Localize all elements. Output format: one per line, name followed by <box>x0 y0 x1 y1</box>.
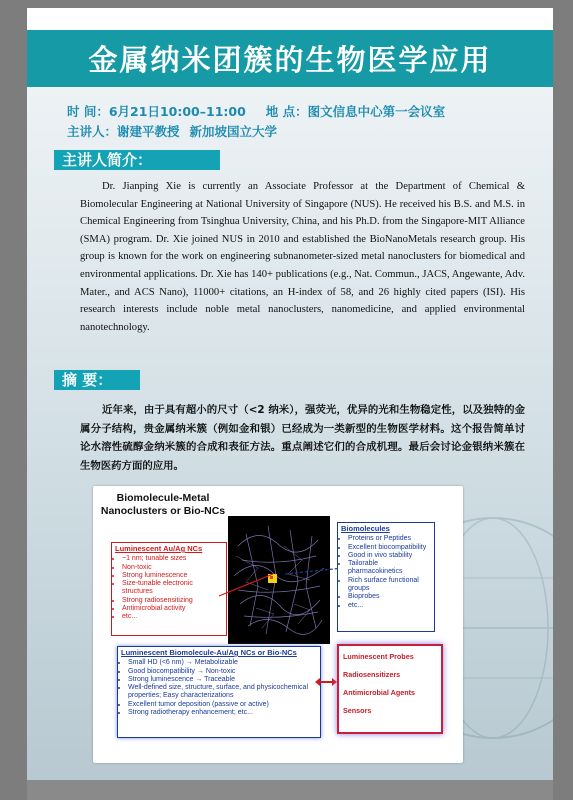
bio-nc-item: • Excellent tumor deposition (passive or active) <box>128 701 317 709</box>
place-value: 图文信息中心第一会议室 <box>307 104 446 119</box>
au-item: • Strong luminescence <box>122 572 223 580</box>
top-margin <box>27 8 553 30</box>
speaker-label: 主讲人： <box>67 124 118 139</box>
biomolecules-box <box>337 522 435 632</box>
application-item: Radiosensitizers <box>343 670 401 679</box>
speaker-heading: 主讲人简介： <box>54 150 220 170</box>
applications-box <box>337 644 443 734</box>
au-item: • ~1 nm; tunable sizes <box>122 555 223 563</box>
bio-nc-item: • Good biocompatibility → Non-toxic <box>128 668 317 676</box>
abstract-text: 近年来，由于具有超小的尺寸（<2 纳米），强荧光，优异的光和生物稳定性，以及独特的金属分子结构，贵金属纳米簇（例如金和银）已经成为一类新型的生物医学材料。这个报告简单讨论水溶性硫醇金纳米簇的合成和表征方法。重点阐述它们的合成机理。最后会讨论金银纳米簇在生物医药方面的应用。 <box>80 404 525 472</box>
speaker-name: 谢建平教授 <box>117 124 180 139</box>
page-bottom-edge <box>27 780 553 800</box>
bio-item: • Tailorable pharmacokinetics <box>348 560 431 577</box>
au-item: • etc... <box>122 613 223 621</box>
bio-nc-item: • Strong radiotherapy enhancement; etc... <box>128 709 317 717</box>
bio-nc-heading: Luminescent Biomolecule-Au/Ag NCs or Bio-NCs <box>121 648 297 657</box>
double-arrow-icon <box>315 676 337 688</box>
abstract-heading: 摘 要： <box>54 370 140 390</box>
bio-nc-item: • Small HD (<6 nm) → Metabolizable <box>128 659 317 667</box>
bio-item: • Bioprobes <box>348 593 431 601</box>
speaker-bio: Dr. Jianping Xie is currently an Associate Professor at the Department of Chemical & Biomolecular Engineering at National University of Singapore (NUS). He received his B.S. and M.S. in Chemical Engineering from Tsinghua University, China, and his Ph.D. from the Singapore-MIT Alliance (SMA) program. Dr. Xie joined NUS in 2010 and established the BioNanoMetals research group. His group is known for the work on engineering subnanometer-sized metal nanoclusters for biomedical and environmental applications. Dr. Xie has 140+ publications (e.g., Nat. Commun., JACS, Angewante, Adv. Mater., and ACS Nano), 11000+ citations, an H-index of 58, and 26 highly cited papers (ISI). His research interests include noble metal nanoclusters, nanomedicine, and applied environmental nanotechnology. <box>80 181 525 333</box>
bio-item: • Rich surface functional groups <box>348 577 431 594</box>
poster-title: 金属纳米团簇的生物医学应用 <box>88 43 492 77</box>
bio-nc-properties-box <box>117 646 321 738</box>
time-value: 6月21日10:00–11:00 <box>108 104 246 119</box>
au-item: • Antimicrobial activity <box>122 605 223 613</box>
au-item: • Non-toxic <box>122 564 223 572</box>
bio-nc-figure <box>93 486 463 763</box>
bio-nc-item: • Strong luminescence → Traceable <box>128 676 317 684</box>
au-ag-heading: Luminescent Au/Ag NCs <box>115 544 203 553</box>
biomolecules-heading: Biomolecules <box>341 524 390 533</box>
application-item: Sensors <box>343 706 372 715</box>
title-banner <box>27 30 553 87</box>
au-item: • Size-tunable electronic structures <box>122 580 223 597</box>
bio-nc-item: • Well-defined size, structure, surface, and physicochemical properties; Easy characterizations <box>128 684 317 701</box>
bio-item: • Proteins or Peptides <box>348 535 431 543</box>
figure-title: Biomolecule-Metal Nanoclusters or Bio-NCs <box>100 492 226 517</box>
event-info <box>67 102 455 142</box>
bio-item: • Excellent biocompatibility <box>348 544 431 552</box>
speaker-line <box>67 122 455 142</box>
time-label: 时 间： <box>67 104 109 119</box>
au-item: • Strong radiosensitizing <box>122 597 223 605</box>
bio-item: • etc... <box>348 602 431 610</box>
bio-item: • Good in vivo stability <box>348 552 431 560</box>
poster-page <box>27 8 553 788</box>
place-label: 地 点： <box>265 104 308 119</box>
application-item: Luminescent Probes <box>343 652 414 661</box>
application-item: Antimicrobial Agents <box>343 688 416 697</box>
time-place-line <box>67 102 455 122</box>
speaker-affiliation: 新加坡国立大学 <box>189 124 278 139</box>
